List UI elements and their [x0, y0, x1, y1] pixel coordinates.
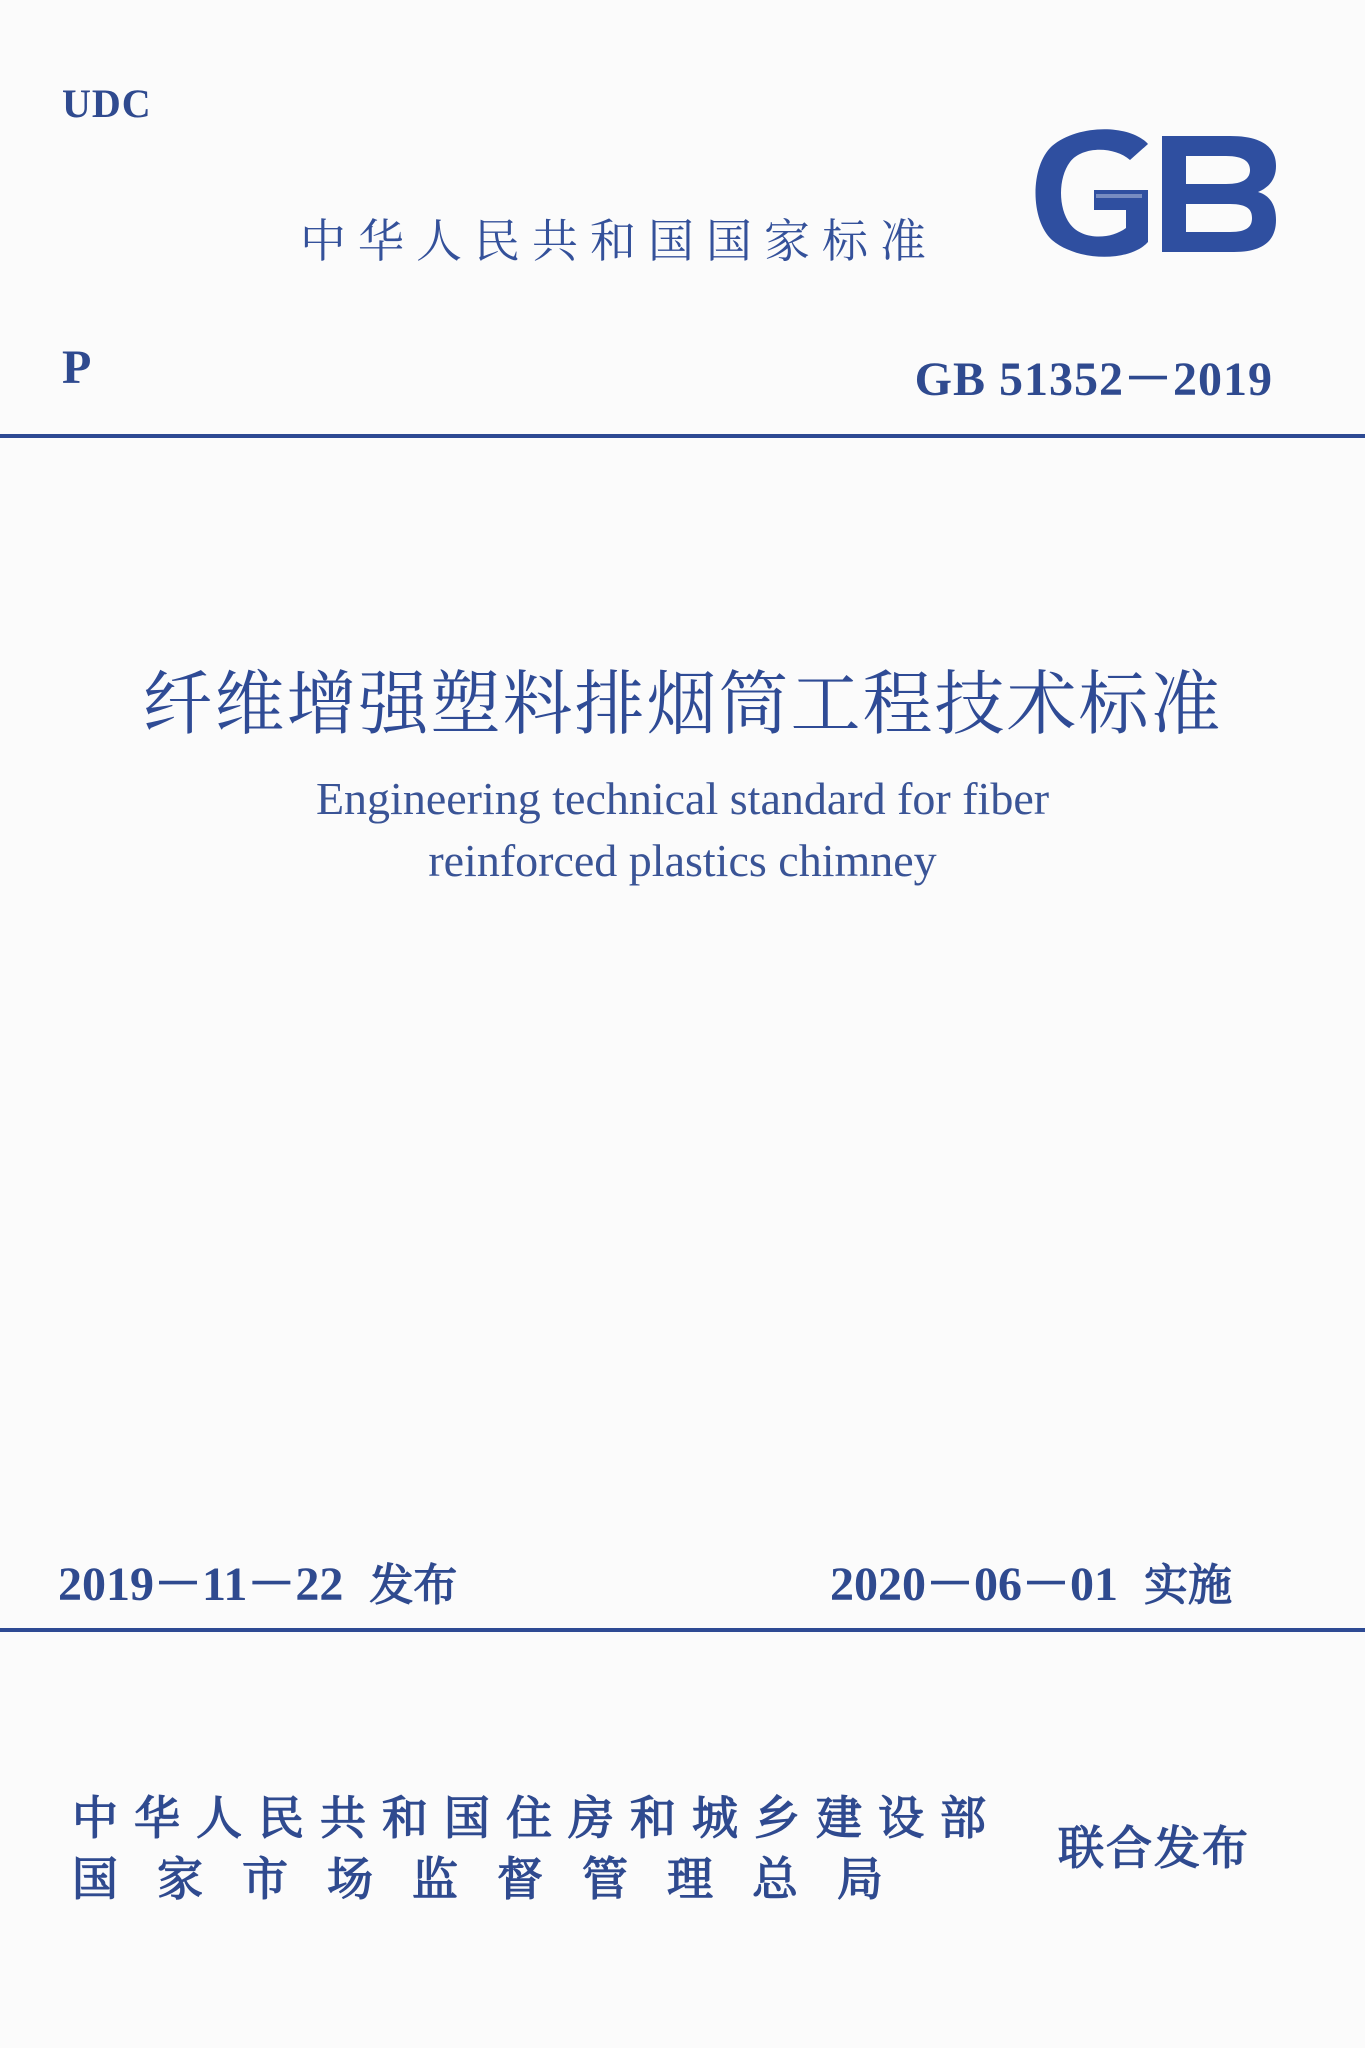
implementation-label: 实施 — [1144, 1560, 1233, 1611]
title-english-line2: reinforced plastics chimney — [428, 835, 937, 886]
standard-number: GB 51352－2019 — [914, 353, 1273, 406]
implementation-date-block — [830, 1545, 1232, 1614]
joint-release-label: 联合发布 — [1058, 1821, 1250, 1875]
implementation-date: 2020－06－01 — [830, 1558, 1119, 1611]
issue-date-block — [58, 1545, 457, 1614]
issue-label: 发布 — [369, 1560, 458, 1611]
national-standard-heading: 中华人民共和国国家标准 — [300, 214, 938, 268]
gb-logo — [1030, 128, 1276, 258]
bottom-divider — [0, 1628, 1365, 1632]
top-divider — [0, 434, 1365, 438]
title-chinese: 纤维增强塑料排烟筒工程技术标准 — [142, 663, 1223, 745]
issue-date: 2019－11－22 — [58, 1558, 344, 1611]
publisher-line-2: 国家市场监督管理总局 — [72, 1852, 922, 1906]
udc-label: UDC — [62, 81, 152, 126]
category-code: P — [62, 341, 92, 394]
title-english-line1: Engineering technical standard for fiber — [315, 773, 1050, 824]
publisher-line-1: 中华人民共和国住房和城乡建设部 — [72, 1791, 1002, 1845]
